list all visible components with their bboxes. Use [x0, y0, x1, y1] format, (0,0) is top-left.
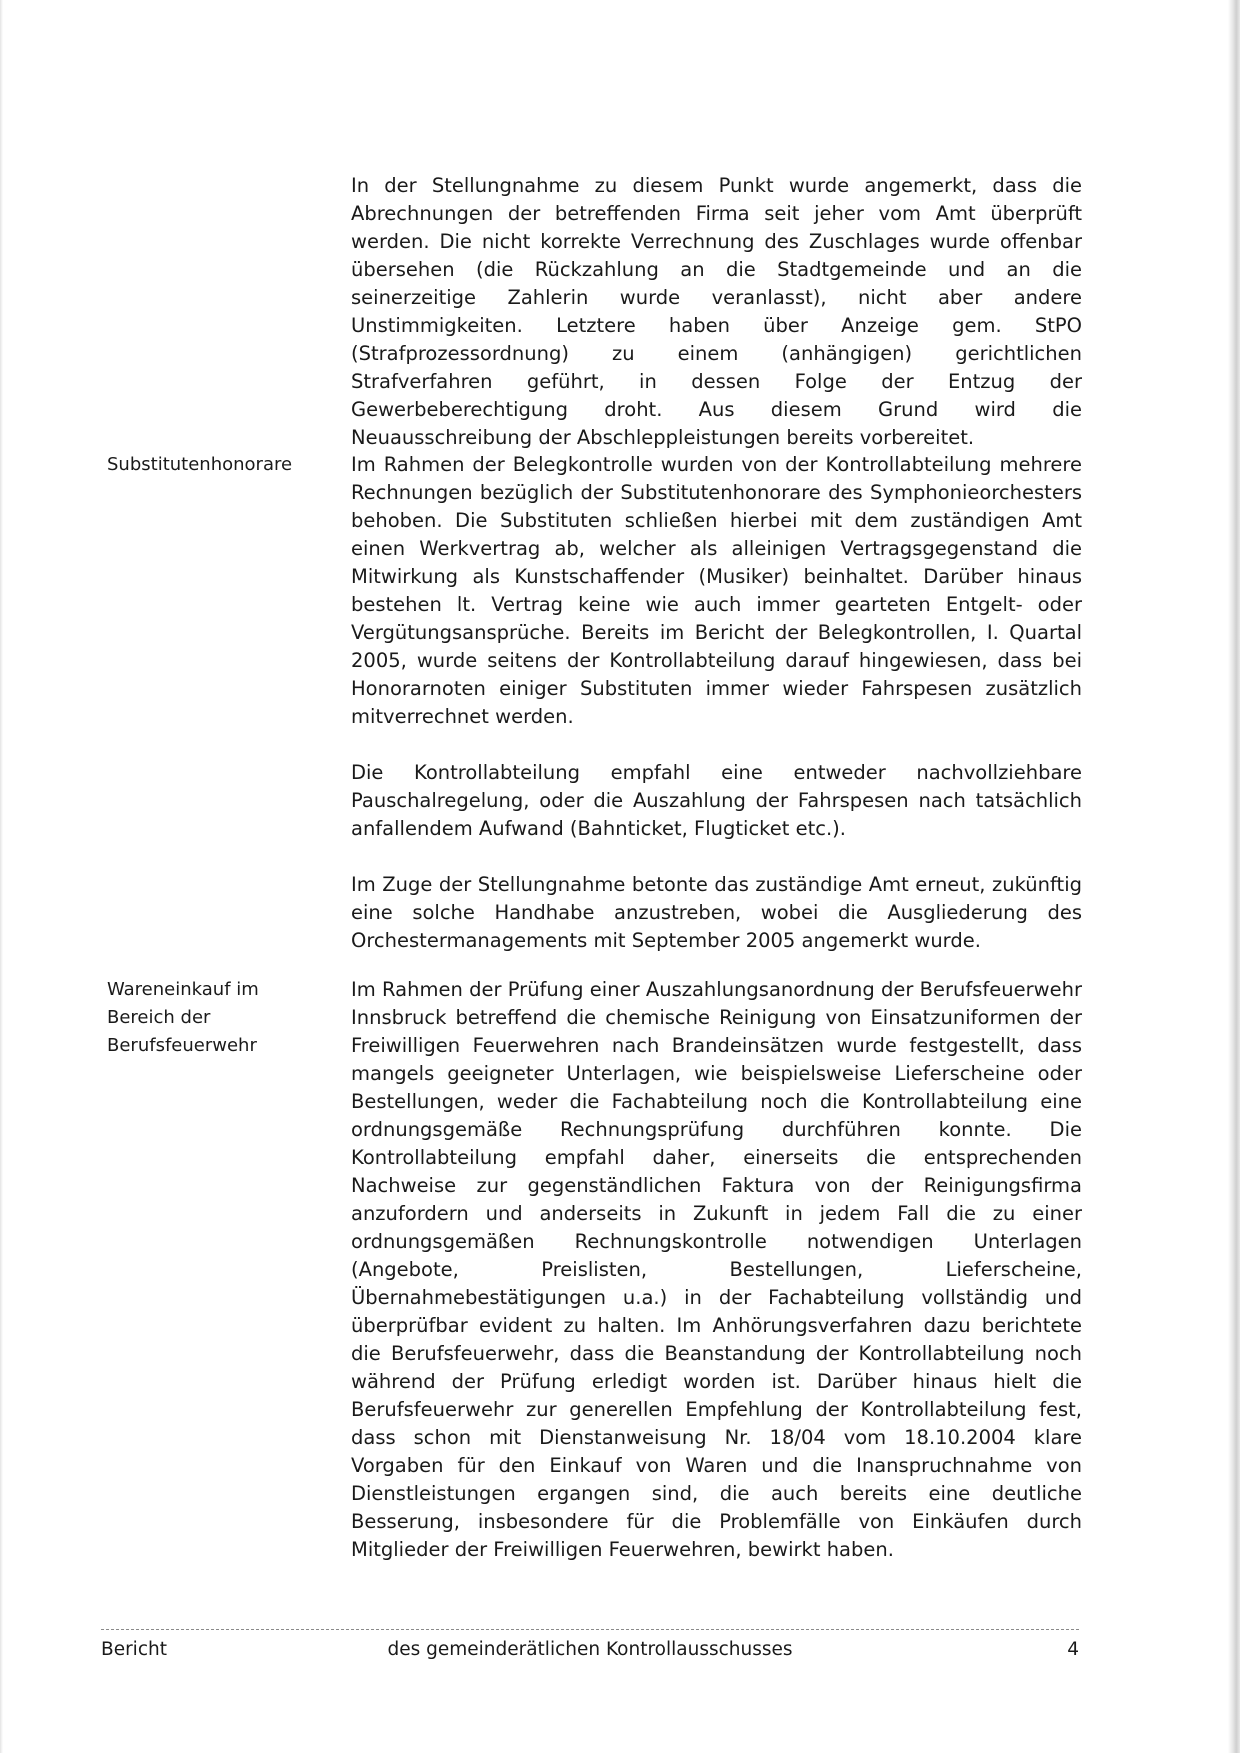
paragraph: Im Rahmen der Prüfung einer Auszahlungsanordnung der Berufsfeuerwehr Innsbruck betreffend die chemische Reinigung von Einsatzuniformen der Freiwilligen Feuerwehren nach Brandeinsätzen wurde festgestellt, dass mangels geeigneter Unterlagen, wie beispielsweise Lieferscheine oder Bestellungen, weder die Fachabteilung noch die Kontrollabteilung eine ordnungsgemäße Rechnungsprüfung durchführen konnte. Die Kontrollabteilung empfahl daher, einerseits die entsprechenden Nachweise zur gegenständlichen Faktura von der Reinigungsfirma anzufordern und anderseits in Zukunft in jedem Fall die zu einer ordnungsgemäßen Rechnungskontrolle notwendigen Unterlagen (Angebote, Preislisten, Bestellungen, Lieferscheine, Übernahmebestätigungen u.a.) in der Fachabteilung vollständig und überprüfbar evident zu halten. Im Anhörungsverfahren dazu berichtete die Berufsfeuerwehr, dass die Beanstandung der Kontrollabteilung noch während der Prüfung erledigt worden ist. Darüber hinaus hielt die Berufsfeuerwehr zur generellen Empfehlung der Kontrollabteilung fest, dass schon mit Dienstanweisung Nr. 18/04 vom 18.10.2004 klare Vorgaben für den Einkauf von Waren und die Inanspruchnahme von Dienstleistungen ergangen sind, die auch bereits eine deutliche Besserung, insbesondere für die Problemfälle von Einkäufen durch Mitglieder der Freiwilligen Feuerwehren, bewirkt haben. [351, 978, 1082, 1561]
page-footer [101, 1636, 1079, 1664]
paragraph: Im Zuge der Stellungnahme betonte das zuständige Amt erneut, zukünftig eine solche Handhabe anzustreben, wobei die Ausgliederung des Orchestermanagements mit September 2005 angemerkt wurde. [351, 873, 1082, 952]
scan-edge-left [0, 0, 3, 1753]
footer-report-label: Bericht [101, 1639, 167, 1660]
section-body [351, 451, 1082, 955]
paragraph: Im Rahmen der Belegkontrolle wurden von der Kontrollabteilung mehrere Rechnungen bezüglich der Substitutenhonorare des Symphonieorchesters behoben. Die Substituten schließen hierbei mit dem zuständigen Amt einen Werkvertrag ab, welcher als alleinigen Vertragsgegenstand die Mitwirkung als Kunstschaffender (Musiker) beinhaltet. Darüber hinaus bestehen lt. Vertrag keine wie auch immer gearteten Entgelt- oder Vergütungsansprüche. Bereits im Bericht der Belegkontrollen, I. Quartal 2005, wurde seitens der Kontrollabteilung darauf hingewiesen, dass bei Honorarnoten einiger Substituten immer wieder Fahrspesen zusätzlich mitverrechnet werden. [351, 453, 1082, 728]
paragraph: Die Kontrollabteilung empfahl eine entweder nachvollziehbare Pauschalregelung, oder die Auszahlung der Fahrspesen nach tatsächlich anfallendem Aufwand (Bahnticket, Flugticket etc.). [351, 761, 1082, 840]
footer-divider [101, 1629, 1079, 1630]
section-label: Wareneinkauf im Bereich der Berufsfeuerwehr [107, 979, 259, 1056]
section-label: Substitutenhonorare [107, 454, 293, 475]
section-body [351, 976, 1082, 1564]
page-number: 4 [1067, 1639, 1079, 1660]
scan-edge-right [1228, 0, 1240, 1753]
paragraph: In der Stellungnahme zu diesem Punkt wurde angemerkt, dass die Abrechnungen der betreffenden Firma seit jeher vom Amt überprüft werden. Die nicht korrekte Verrechnung des Zuschlages wurde offenbar übersehen (die Rückzahlung an die Stadtgemeinde und an die seinerzeitige Zahlerin wurde veranlasst), nicht aber andere Unstimmigkeiten. Letztere haben über Anzeige gem. StPO (Strafprozessordnung) zu einem (anhängigen) gerichtlichen Strafverfahren geführt, in dessen Folge der Entzug der Gewerbeberechtigung droht. Aus diesem Grund wird die Neuausschreibung der Abschleppleistungen bereits vorbereitet. [351, 174, 1082, 449]
section-body [351, 172, 1082, 452]
footer-title: des gemeinderätlichen Kontrollausschusses [387, 1639, 793, 1660]
